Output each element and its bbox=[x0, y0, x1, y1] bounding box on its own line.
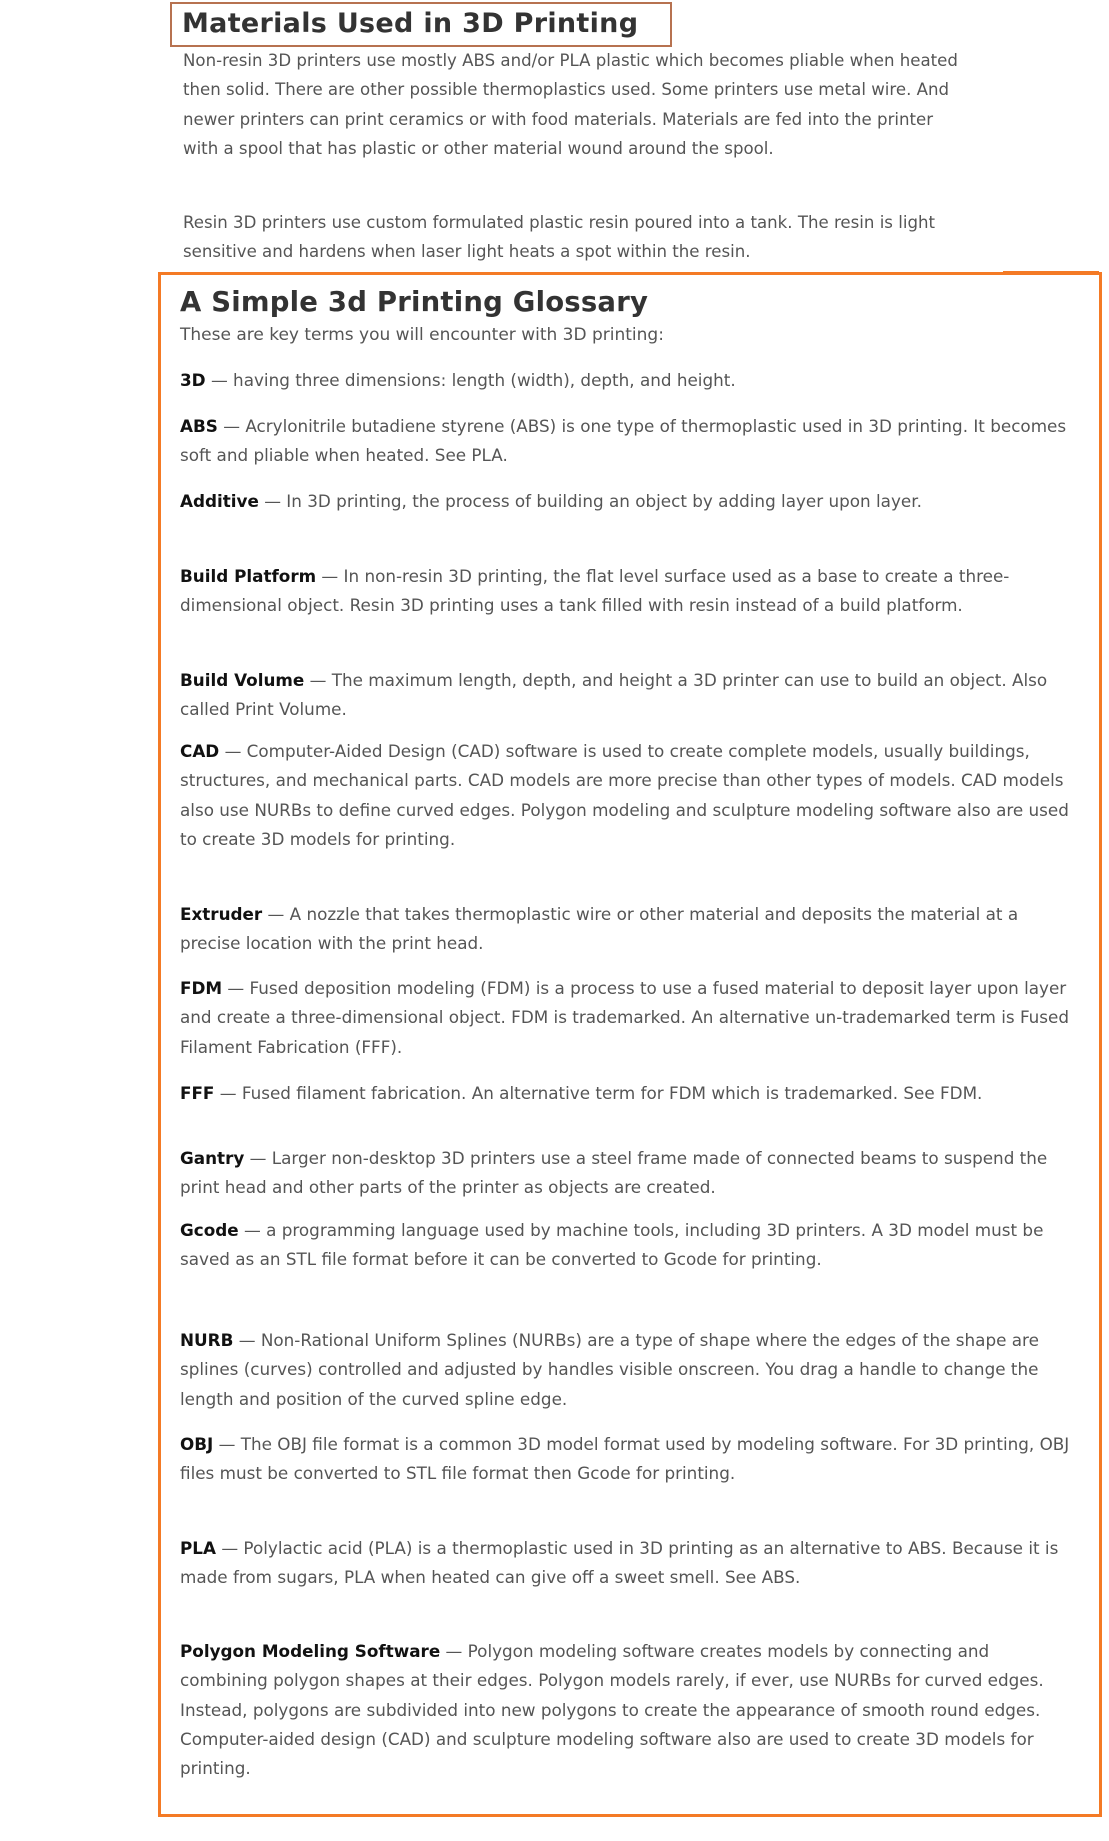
glossary-definition: — A nozzle that takes thermoplastic wire or other material and deposits the material at a precise location with the print head. bbox=[180, 904, 1019, 954]
materials-paragraph-resin: Resin 3D printers use custom formulated plastic resin poured into a tank. The resin is light sensitive and hardens when laser light heats a spot within the resin. bbox=[183, 213, 936, 262]
glossary-term: Extruder bbox=[180, 904, 263, 924]
glossary-term: Build Volume bbox=[180, 670, 305, 690]
glossary-definition: — having three dimensions: length (width), depth, and height. bbox=[205, 370, 736, 390]
glossary-entry bbox=[180, 1534, 1075, 1593]
glossary-term: Gantry bbox=[180, 1148, 245, 1168]
glossary-definition: — Computer-Aided Design (CAD) software is used to create complete models, usually buildings, structures, and mechanical parts. CAD models are more precise than other types of models. CAD models also use NURBs to define curved edges. Polygon modeling and sculpture modeling software also are used to create 3D models for printing. bbox=[180, 741, 1069, 849]
glossary-definition: — In 3D printing, the process of building an object by adding layer upon layer. bbox=[258, 491, 922, 511]
glossary-definition: — Polylactic acid (PLA) is a thermoplastic used in 3D printing as an alternative to ABS. Because it is made from sugars, PLA when heated can give off a sweet smell. See ABS. bbox=[180, 1538, 1059, 1588]
glossary-term: NURB bbox=[180, 1330, 234, 1350]
materials-heading: Materials Used in 3D Printing bbox=[182, 8, 639, 39]
glossary-term: FDM bbox=[180, 978, 223, 998]
glossary-entry bbox=[180, 412, 1075, 471]
glossary-entry bbox=[180, 1430, 1075, 1489]
glossary-term: PLA bbox=[180, 1538, 216, 1558]
glossary-frame-top-edge bbox=[1003, 271, 1099, 273]
glossary-term: CAD bbox=[180, 741, 220, 761]
glossary-entry bbox=[180, 666, 1075, 725]
glossary-term: 3D bbox=[180, 370, 206, 390]
glossary-term: Gcode bbox=[180, 1220, 239, 1240]
glossary-term: ABS bbox=[180, 416, 218, 436]
glossary-definition: — In non-resin 3D printing, the flat level surface used as a base to create a three-dimensional object. Resin 3D printing uses a tank filled with resin instead of a build platform. bbox=[180, 566, 1010, 616]
glossary-term: FFF bbox=[180, 1083, 215, 1103]
glossary-entry bbox=[180, 1326, 1075, 1414]
glossary-heading: A Simple 3d Printing Glossary bbox=[180, 286, 649, 318]
glossary-entry bbox=[180, 487, 1075, 516]
glossary-definition: — Polygon modeling software creates models by connecting and combining polygon shapes at their edges. Polygon models rarely, if ever, use NURBs for curved edges. Instead, polygons are subdivided into new polygons to create the appearance of smooth round edges. Computer-aided design (CAD) and sculpture modeling software also are used to create 3D models for printing. bbox=[180, 1641, 1044, 1779]
glossary-definition: — Fused deposition modeling (FDM) is a process to use a fused material to deposit layer upon layer and create a three-dimensional object. FDM is trademarked. An alternative un-trademarked term is Fused Filament Fabrication (FFF). bbox=[180, 978, 1070, 1057]
glossary-entry bbox=[180, 562, 1075, 621]
glossary-definition: — The OBJ file format is a common 3D model format used by modeling software. For 3D printing, OBJ files must be converted to STL file format then Gcode for printing. bbox=[180, 1434, 1070, 1484]
glossary-entry bbox=[180, 974, 1075, 1062]
glossary-entry bbox=[180, 900, 1075, 959]
glossary-definition: — Non-Rational Uniform Splines (NURBs) are a type of shape where the edges of the shape are splines (curves) controlled and adjusted by handles visible onscreen. You drag a handle to change the length and position of the curved spline edge. bbox=[180, 1330, 1039, 1409]
glossary-term: Build Platform bbox=[180, 566, 317, 586]
glossary-definition: — Acrylonitrile butadiene styrene (ABS) is one type of thermoplastic used in 3D printing. It becomes soft and pliable when heated. See PLA. bbox=[180, 416, 1067, 466]
glossary-intro: These are key terms you will encounter with 3D printing: bbox=[180, 325, 664, 345]
glossary-entry bbox=[180, 1216, 1075, 1275]
glossary-term: Additive bbox=[180, 491, 259, 511]
glossary-definition: — Larger non-desktop 3D printers use a steel frame made of connected beams to suspend the print head and other parts of the printer as objects are created. bbox=[180, 1148, 1048, 1198]
glossary-entry bbox=[180, 1637, 1075, 1783]
glossary-entry bbox=[180, 737, 1075, 854]
glossary-entry bbox=[180, 1079, 1075, 1108]
glossary-term: OBJ bbox=[180, 1434, 214, 1454]
glossary-definition: — Fused filament fabrication. An alternative term for FDM which is trademarked. See FDM. bbox=[214, 1083, 983, 1103]
glossary-term: Polygon Modeling Software bbox=[180, 1641, 441, 1661]
materials-paragraph-nonresin: Non-resin 3D printers use mostly ABS and/or PLA plastic which becomes pliable when heated then solid. There are other possible thermoplastics used. Some printers use metal wire. And newer printers can print ceramics or with food materials. Materials are fed into the printer with a spool that has plastic or other material wound around the spool. bbox=[183, 51, 958, 158]
glossary-definition: — a programming language used by machine tools, including 3D printers. A 3D model must be saved as an STL file format before it can be converted to Gcode for printing. bbox=[180, 1220, 1044, 1270]
glossary-entry bbox=[180, 366, 1075, 395]
glossary-definition: — The maximum length, depth, and height a 3D printer can use to build an object. Also called Print Volume. bbox=[180, 670, 1048, 720]
glossary-entry bbox=[180, 1144, 1075, 1203]
